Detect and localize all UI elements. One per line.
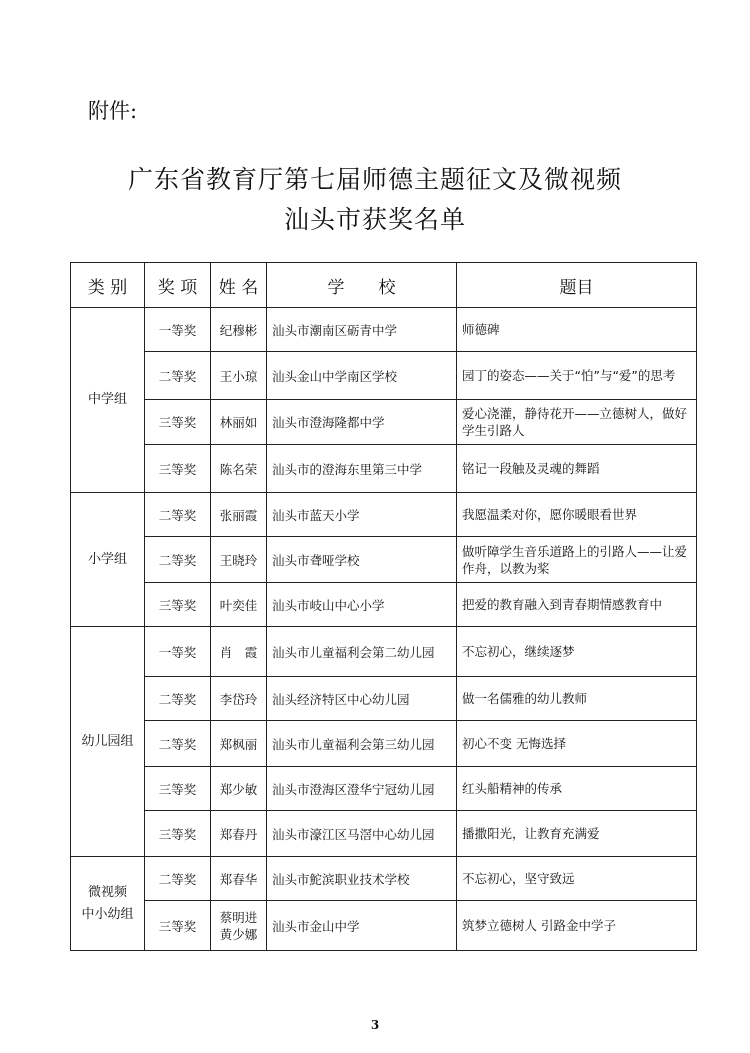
name-cell: 李岱玲	[211, 677, 267, 721]
school-cell: 汕头市金山中学	[267, 901, 457, 951]
name-cell	[211, 901, 267, 951]
award-cell: 三等奖	[145, 400, 211, 445]
award-cell: 三等奖	[145, 583, 211, 627]
school-cell: 汕头市澄海隆都中学	[267, 400, 457, 445]
award-cell: 二等奖	[145, 537, 211, 583]
topic-cell: 把爱的教育融入到青春期情感教育中	[457, 583, 697, 627]
table-row	[71, 400, 697, 445]
name-cell: 王晓玲	[211, 537, 267, 583]
award-cell: 三等奖	[145, 767, 211, 811]
name-cell: 郑春丹	[211, 811, 267, 857]
page-number: 3	[370, 1018, 380, 1032]
school-cell: 汕头市儿童福利会第二幼儿园	[267, 627, 457, 677]
school-cell: 汕头市澄海区澄华宁冠幼儿园	[267, 767, 457, 811]
table-row	[71, 583, 697, 627]
header-school: 学 校	[267, 263, 457, 308]
header-award: 奖 项	[145, 263, 211, 308]
table-row	[71, 493, 697, 537]
award-cell: 一等奖	[145, 308, 211, 352]
award-cell: 二等奖	[145, 857, 211, 901]
category-line-1: 微视频	[87, 884, 127, 900]
table-row	[71, 677, 697, 721]
name-cell: 郑少敏	[211, 767, 267, 811]
topic-cell: 初心不变 无悔选择	[457, 721, 697, 767]
topic-cell: 筑梦立德树人 引路金中学子	[457, 901, 697, 951]
school-cell: 汕头市岐山中心小学	[267, 583, 457, 627]
topic-cell: 不忘初心，坚守致远	[457, 857, 697, 901]
table-row	[71, 352, 697, 400]
table-row	[71, 857, 697, 901]
name-cell: 叶奕佳	[211, 583, 267, 627]
table-row	[71, 445, 697, 493]
attachment-label: 附件:	[88, 99, 138, 123]
name-cell: 王小琼	[211, 352, 267, 400]
topic-cell: 做听障学生音乐道路上的引路人——让爱作舟，以教为桨	[457, 537, 697, 583]
header-category: 类 别	[71, 263, 145, 308]
document-title: 广东省教育厅第七届师德主题征文及微视频	[127, 165, 622, 194]
category-cell	[71, 857, 145, 951]
table-header-row	[71, 263, 697, 308]
award-cell: 二等奖	[145, 493, 211, 537]
table-row	[71, 537, 697, 583]
school-cell: 汕头市濠江区马滘中心幼儿园	[267, 811, 457, 857]
school-cell: 汕头金山中学南区学校	[267, 352, 457, 400]
name-cell: 陈名荣	[211, 445, 267, 493]
topic-cell: 师德碑	[457, 308, 697, 352]
award-cell: 一等奖	[145, 627, 211, 677]
award-cell: 二等奖	[145, 721, 211, 767]
category-cell: 中学组	[71, 308, 145, 493]
school-cell: 汕头市的澄海东里第三中学	[267, 445, 457, 493]
name-cell: 张丽霞	[211, 493, 267, 537]
category-line-2: 中小幼组	[81, 906, 134, 922]
category-cell: 小学组	[71, 493, 145, 627]
topic-cell: 我愿温柔对你，愿你暖眼看世界	[457, 493, 697, 537]
table-row	[71, 767, 697, 811]
award-cell: 三等奖	[145, 901, 211, 951]
header-name: 姓 名	[211, 263, 267, 308]
school-cell: 汕头经济特区中心幼儿园	[267, 677, 457, 721]
name-cell: 郑春华	[211, 857, 267, 901]
table-row	[71, 627, 697, 677]
topic-cell: 不忘初心，继续逐梦	[457, 627, 697, 677]
table-row	[71, 901, 697, 951]
awards-table	[70, 262, 697, 951]
topic-cell: 红头船精神的传承	[457, 767, 697, 811]
header-topic: 题目	[457, 263, 697, 308]
topic-cell: 铭记一段触及灵魂的舞蹈	[457, 445, 697, 493]
award-cell: 三等奖	[145, 811, 211, 857]
award-cell: 三等奖	[145, 445, 211, 493]
school-cell: 汕头市鮀滨职业技术学校	[267, 857, 457, 901]
topic-cell: 做一名儒雅的幼儿教师	[457, 677, 697, 721]
school-cell: 汕头市儿童福利会第三幼儿园	[267, 721, 457, 767]
school-cell: 汕头市蓝天小学	[267, 493, 457, 537]
name-cell: 肖 霞	[211, 627, 267, 677]
name-cell: 纪穆彬	[211, 308, 267, 352]
category-cell: 幼儿园组	[71, 627, 145, 857]
name-cell: 郑枫丽	[211, 721, 267, 767]
school-cell: 汕头市潮南区砺青中学	[267, 308, 457, 352]
table-row	[71, 811, 697, 857]
name-line-2: 黄少娜	[219, 926, 258, 942]
award-cell: 二等奖	[145, 677, 211, 721]
table-row	[71, 308, 697, 352]
award-cell: 二等奖	[145, 352, 211, 400]
table-row	[71, 721, 697, 767]
school-cell: 汕头市聋哑学校	[267, 537, 457, 583]
name-cell: 林丽如	[211, 400, 267, 445]
topic-cell: 播撒阳光，让教育充满爱	[457, 811, 697, 857]
topic-cell: 园丁的姿态——关于“怕”与“爱”的思考	[457, 352, 697, 400]
topic-cell: 爱心浇灌，静待花开——立德树人，做好学生引路人	[457, 400, 697, 445]
document-subtitle: 汕头市获奖名单	[283, 205, 466, 234]
name-line-1: 蔡明进	[219, 909, 258, 925]
